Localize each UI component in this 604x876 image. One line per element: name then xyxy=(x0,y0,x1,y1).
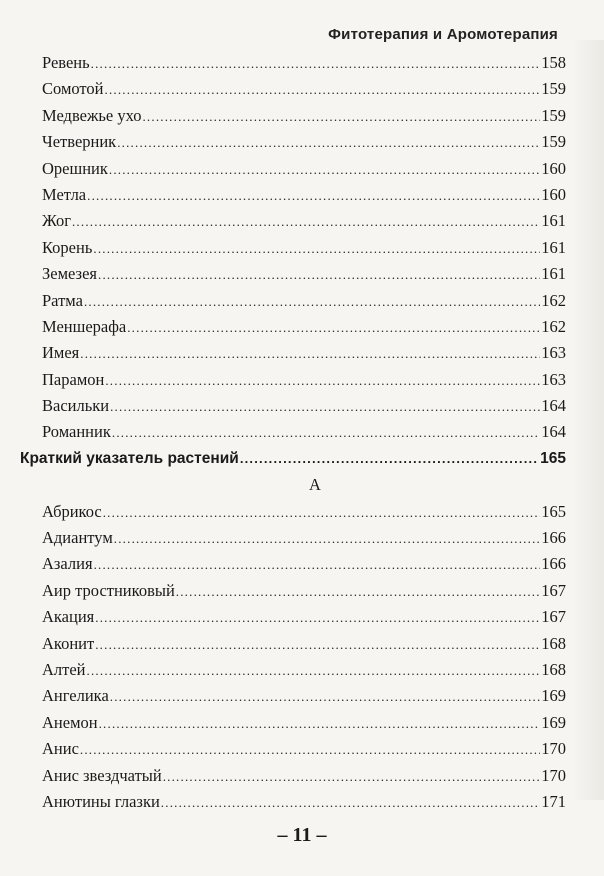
entry-page: 160 xyxy=(541,184,566,204)
dot-leader xyxy=(110,394,540,420)
dot-leader xyxy=(117,130,540,156)
toc-entry[interactable] xyxy=(20,288,566,314)
dot-leader xyxy=(161,790,540,816)
entry-title: Ангелика xyxy=(42,686,109,706)
toc-section-heading[interactable] xyxy=(20,446,566,472)
entry-page: 167 xyxy=(541,607,566,627)
entry-page: 170 xyxy=(541,765,566,785)
toc-entry[interactable] xyxy=(20,182,566,208)
entry-page: 158 xyxy=(541,53,566,72)
entry-page: 171 xyxy=(541,791,566,811)
entry-page: 161 xyxy=(541,264,566,284)
toc-entry[interactable] xyxy=(20,261,566,287)
toc-entry[interactable] xyxy=(20,578,566,604)
toc-entry[interactable] xyxy=(20,419,566,445)
dot-leader xyxy=(163,764,541,790)
dot-leader xyxy=(99,711,541,737)
section-title: Краткий указатель растений xyxy=(20,449,239,467)
entry-title: Жог xyxy=(42,211,71,231)
dot-leader xyxy=(72,209,540,235)
entry-title: Адиантум xyxy=(42,528,113,548)
entry-title: Сомотой xyxy=(42,79,104,99)
dot-leader xyxy=(94,552,541,578)
entry-page: 168 xyxy=(541,659,566,679)
dot-leader xyxy=(127,315,540,341)
dot-leader xyxy=(91,51,541,77)
entry-title: Аконит xyxy=(42,633,95,653)
entry-page: 164 xyxy=(541,396,566,416)
dot-leader xyxy=(114,526,540,552)
dot-leader xyxy=(95,632,540,658)
dot-leader xyxy=(105,77,541,103)
entry-page: 166 xyxy=(541,554,566,574)
entry-title: Медвежье ухо xyxy=(42,105,142,125)
entry-title: Анемон xyxy=(42,712,98,732)
entry-title: Анис xyxy=(42,739,79,759)
alphabet-letter-heading: А xyxy=(309,475,321,495)
toc-entry[interactable] xyxy=(20,525,566,551)
entry-page: 170 xyxy=(541,739,566,759)
toc-entry[interactable] xyxy=(20,103,566,129)
entry-page: 159 xyxy=(541,132,566,152)
toc-entry[interactable] xyxy=(20,50,566,76)
toc-entry[interactable] xyxy=(20,367,566,393)
dot-leader xyxy=(240,446,539,472)
dot-leader xyxy=(109,157,540,183)
entry-title: Азалия xyxy=(42,554,93,574)
entry-title: Имея xyxy=(42,343,80,363)
entry-page: 162 xyxy=(541,290,566,310)
toc-entries-bottom xyxy=(20,499,566,816)
entry-title: Васильки xyxy=(42,396,110,416)
page-number: – 11 – xyxy=(277,824,327,846)
entry-title: Корень xyxy=(42,237,93,257)
entry-page: 160 xyxy=(541,158,566,178)
toc-entry[interactable] xyxy=(20,763,566,789)
entry-page: 167 xyxy=(541,580,566,600)
entry-page: 164 xyxy=(541,422,566,442)
entry-title: Ревень xyxy=(42,53,90,72)
dot-leader xyxy=(84,289,540,315)
running-header: Фитотерапия и Аромотерапия xyxy=(328,26,558,43)
toc-entry[interactable] xyxy=(20,208,566,234)
dot-leader xyxy=(110,684,540,710)
toc-entry[interactable] xyxy=(20,393,566,419)
dot-leader xyxy=(80,341,540,367)
entry-title: Анис звездчатый xyxy=(42,765,162,785)
toc-entry[interactable] xyxy=(20,499,566,525)
entry-title: Ратма xyxy=(42,290,83,310)
entry-title: Земезея xyxy=(42,264,97,284)
toc-entry[interactable] xyxy=(20,129,566,155)
entry-title: Алтей xyxy=(42,659,86,679)
toc-entries-top xyxy=(20,50,566,446)
entry-title: Метла xyxy=(42,184,87,204)
entry-title: Меншерафа xyxy=(42,316,127,336)
toc-entry[interactable] xyxy=(20,631,566,657)
toc-entry[interactable] xyxy=(20,235,566,261)
toc-entry[interactable] xyxy=(20,76,566,102)
toc-entry[interactable] xyxy=(20,789,566,815)
toc-entry[interactable] xyxy=(20,314,566,340)
entry-page: 163 xyxy=(541,343,566,363)
toc-entry[interactable] xyxy=(20,710,566,736)
toc-entry[interactable] xyxy=(20,683,566,709)
entry-page: 168 xyxy=(541,633,566,653)
dot-leader xyxy=(98,262,540,288)
section-page: 165 xyxy=(540,449,566,467)
dot-leader xyxy=(176,579,540,605)
entry-page: 169 xyxy=(541,712,566,732)
entry-page: 162 xyxy=(541,316,566,336)
entry-title: Романник xyxy=(42,422,111,442)
toc-entry[interactable] xyxy=(20,156,566,182)
entry-page: 166 xyxy=(541,528,566,548)
entry-page: 161 xyxy=(541,237,566,257)
dot-leader xyxy=(103,500,541,526)
entry-page: 161 xyxy=(541,211,566,231)
entry-title: Абрикос xyxy=(42,501,102,521)
entry-title: Анютины глазки xyxy=(42,791,160,811)
toc-entry[interactable] xyxy=(20,340,566,366)
entry-page: 159 xyxy=(541,105,566,125)
toc-entry[interactable] xyxy=(20,657,566,683)
entry-title: Четверник xyxy=(42,132,117,152)
table-of-contents xyxy=(20,50,566,815)
toc-entry[interactable] xyxy=(20,551,566,577)
entry-page: 159 xyxy=(541,79,566,99)
entry-page: 169 xyxy=(541,686,566,706)
page-edge-shadow xyxy=(572,40,604,800)
dot-leader xyxy=(87,183,540,209)
entry-page: 165 xyxy=(541,501,566,521)
dot-leader xyxy=(142,104,540,130)
entry-page: 163 xyxy=(541,369,566,389)
dot-leader xyxy=(95,605,540,631)
dot-leader xyxy=(87,658,541,684)
entry-title: Аир тростниковый xyxy=(42,580,175,600)
entry-title: Парамон xyxy=(42,369,105,389)
dot-leader xyxy=(80,737,540,763)
dot-leader xyxy=(112,420,540,446)
toc-entry[interactable] xyxy=(20,736,566,762)
entry-title: Акация xyxy=(42,607,95,627)
toc-entry[interactable] xyxy=(20,604,566,630)
dot-leader xyxy=(93,236,540,262)
dot-leader xyxy=(105,368,540,394)
entry-title: Орешник xyxy=(42,158,108,178)
